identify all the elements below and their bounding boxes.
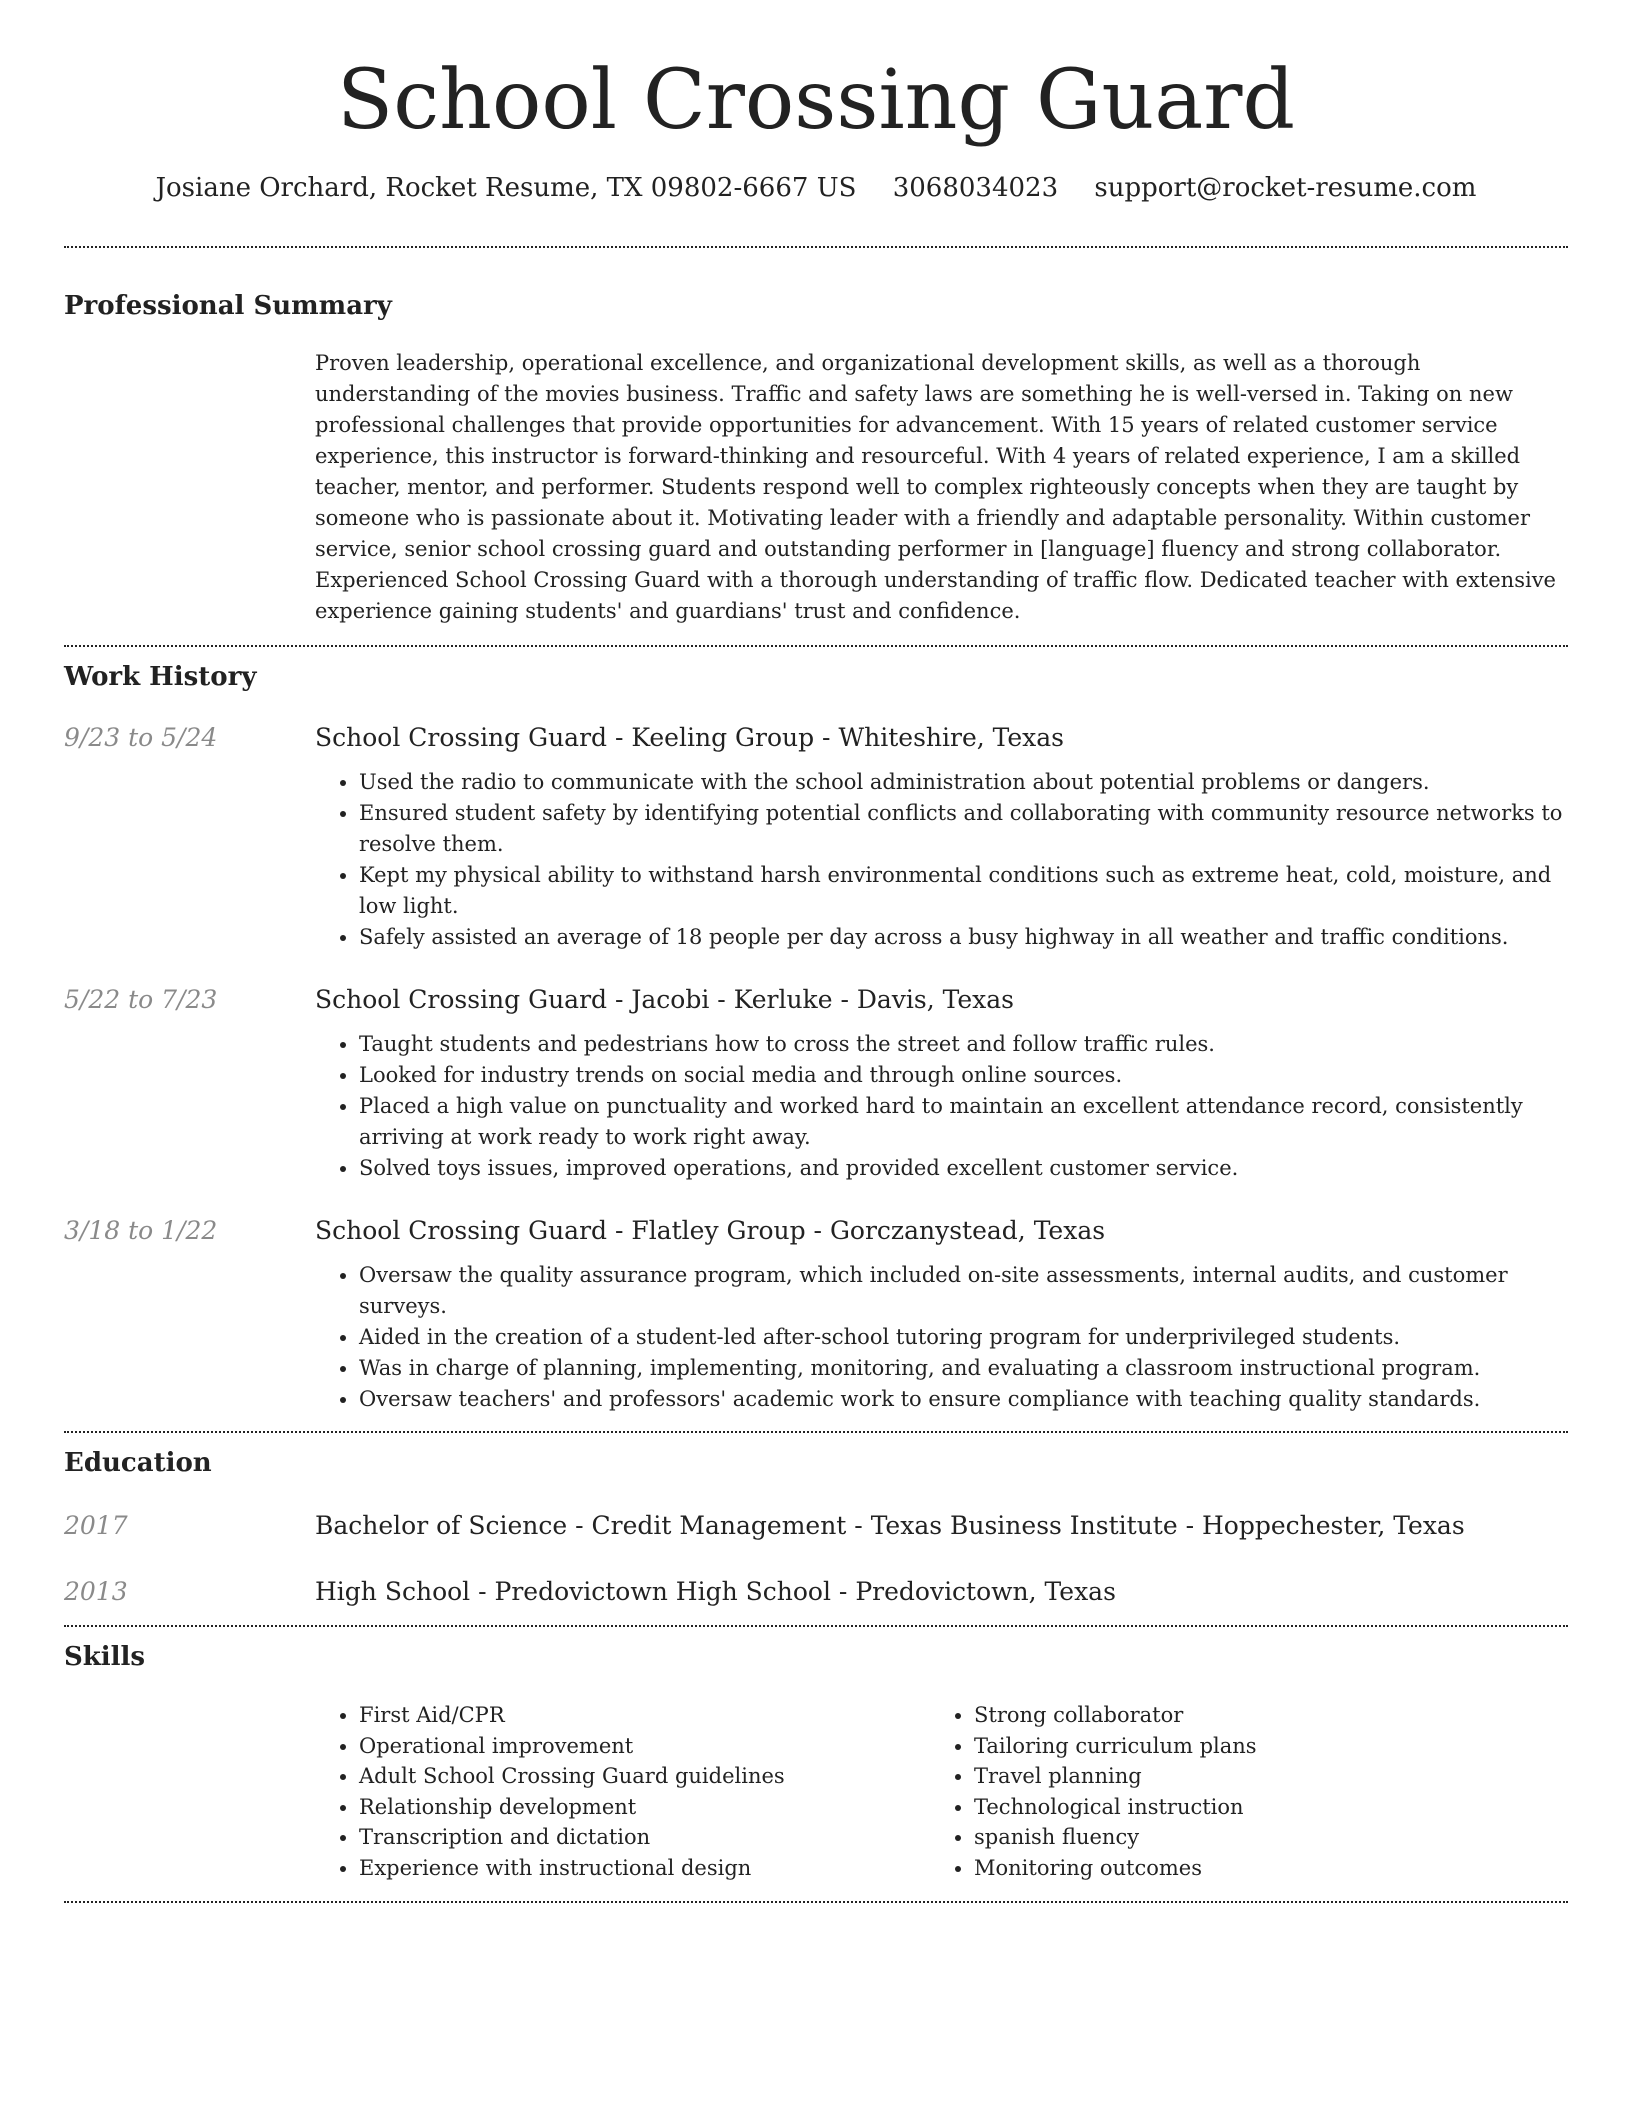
education-title: High School - Predovictown High School - Predovictown, Texas (315, 1576, 1116, 1606)
work-history-heading: Work History (64, 661, 257, 692)
job-bullet: • Oversaw teachers' and professors' academic work to ensure compliance with teaching quality standards. (359, 1384, 1568, 1415)
job-dates: 5/22 to 7/23 (64, 984, 218, 1014)
job-bullet: • Solved toys issues, improved operations, and provided excellent customer service. (359, 1153, 1568, 1184)
skill-item: • Strong collaborator (974, 1700, 1545, 1731)
job-bullets (315, 1260, 1568, 1415)
skill-item: • Relationship development (359, 1792, 930, 1823)
job-bullet: • Safely assisted an average of 18 people per day across a busy highway in all weather and traffic conditions. (359, 922, 1568, 953)
skill-item: • Monitoring outcomes (974, 1853, 1545, 1884)
skills-list-right (930, 1700, 1545, 1883)
education-body (315, 1509, 1568, 1543)
job-body (315, 1214, 1568, 1415)
skill-item: • Operational improvement (359, 1731, 930, 1762)
education-entry (64, 1575, 1568, 1609)
skills-columns (315, 1700, 1568, 1883)
education-year: 2017 (64, 1510, 128, 1540)
job-bullets (315, 767, 1568, 953)
skill-item: • First Aid/CPR (359, 1700, 930, 1731)
job-bullet: • Kept my physical ability to withstand harsh environmental conditions such as extreme heat, cold, moisture, and low light. (359, 860, 1568, 922)
summary-text: Proven leadership, operational excellence, and organizational development skills, as well as a thorough understanding of the movies business. Traffic and safety laws are something he is well-versed in. Taking on new professional challenges that provide opportunities for advancement. With 15 years of related customer service experience, this instructor is forward-thinking and resourceful. With 4 years of related experience, I am a skilled teacher, mentor, and performer. Students respond well to complex righteously concepts when they are taught by someone who is passionate about it. Motivating leader with a friendly and adaptable personality. Within customer service, senior school crossing guard and outstanding performer in [language] fluency and strong collaborator. Experienced School Crossing Guard with a thorough understanding of traffic flow. Dedicated teacher with extensive experience gaining students' and guardians' trust and confidence. (315, 350, 1556, 623)
skills-heading: Skills (64, 1641, 146, 1672)
job-bullet: • Oversaw the quality assurance program, which included on-site assessments, internal audits, and customer surveys. (359, 1260, 1568, 1322)
contact-email: support@rocket-resume.com (1094, 173, 1477, 204)
education-year: 2013 (64, 1576, 128, 1606)
summary-heading: Professional Summary (64, 291, 392, 322)
skill-item: • Travel planning (974, 1761, 1545, 1792)
resume-title: School Crossing Guard (337, 53, 1295, 148)
job-title: School Crossing Guard - Keeling Group - Whiteshire, Texas (315, 722, 1064, 752)
skills-section (64, 1627, 1568, 1902)
contact-phone: 3068034023 (892, 173, 1059, 204)
skill-item: • spanish fluency (974, 1822, 1545, 1853)
section-divider (64, 1901, 1568, 1903)
job-body (315, 721, 1568, 953)
contact-address: Josiane Orchard, Rocket Resume, TX 09802-6667 US (155, 173, 857, 204)
contact-line (64, 172, 1568, 206)
job-entry (64, 1214, 1568, 1415)
job-body (315, 983, 1568, 1184)
skill-item: • Adult School Crossing Guard guidelines (359, 1761, 930, 1792)
education-body (315, 1575, 1568, 1609)
job-bullet: • Placed a high value on punctuality and worked hard to maintain an excellent attendance record, consistently arriving at work ready to work right away. (359, 1091, 1568, 1153)
job-dates: 9/23 to 5/24 (64, 722, 218, 752)
job-bullet: • Taught students and pedestrians how to cross the street and follow traffic rules. (359, 1029, 1568, 1060)
job-bullet: • Aided in the creation of a student-led after-school tutoring program for underprivileged students. (359, 1322, 1568, 1353)
skills-list-left (315, 1700, 930, 1883)
job-bullet: • Looked for industry trends on social media and through online sources. (359, 1060, 1568, 1091)
job-dates: 3/18 to 1/22 (64, 1215, 218, 1245)
resume-header (64, 0, 1568, 206)
education-entry (64, 1509, 1568, 1543)
job-entry (64, 721, 1568, 953)
summary-section (64, 248, 1568, 645)
work-history-section (64, 647, 1568, 1431)
job-bullets (315, 1029, 1568, 1184)
job-bullet: • Was in charge of planning, implementing, monitoring, and evaluating a classroom instructional program. (359, 1353, 1568, 1384)
job-bullet: • Ensured student safety by identifying potential conflicts and collaborating with community resource networks to resolve them. (359, 798, 1568, 860)
skill-item: • Transcription and dictation (359, 1822, 930, 1853)
skill-item: • Experience with instructional design (359, 1853, 930, 1884)
education-heading: Education (64, 1447, 212, 1478)
skill-item: • Technological instruction (974, 1792, 1545, 1823)
skill-item: • Tailoring curriculum plans (974, 1731, 1545, 1762)
education-title: Bachelor of Science - Credit Management - Texas Business Institute - Hoppechester, Texas (315, 1510, 1465, 1540)
job-title: School Crossing Guard - Flatley Group - Gorczanystead, Texas (315, 1215, 1106, 1245)
job-entry (64, 983, 1568, 1184)
education-section (64, 1433, 1568, 1625)
job-bullet: • Used the radio to communicate with the school administration about potential problems or dangers. (359, 767, 1568, 798)
job-title: School Crossing Guard - Jacobi - Kerluke - Davis, Texas (315, 984, 1014, 1014)
